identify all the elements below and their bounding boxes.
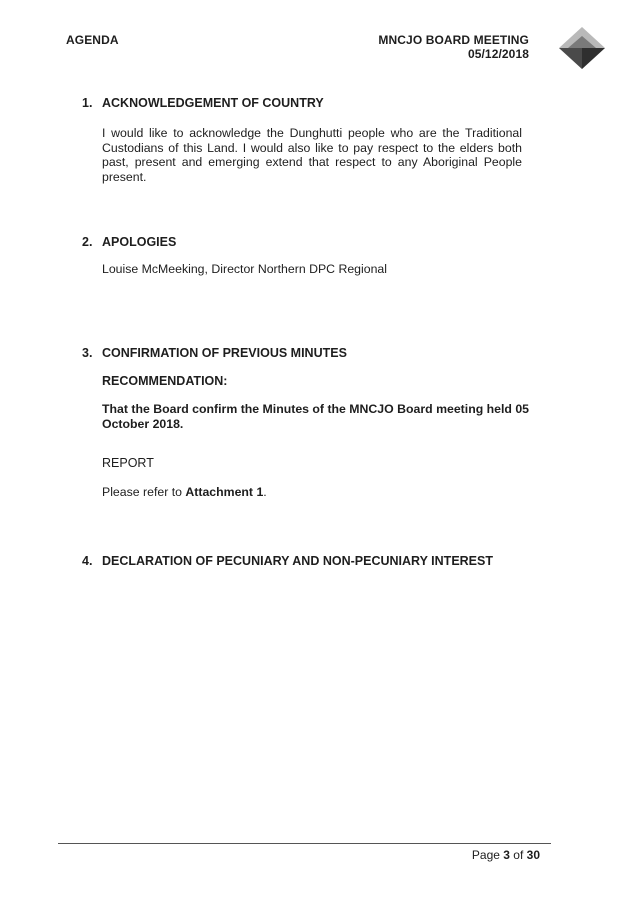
section-title: DECLARATION OF PECUNIARY AND NON-PECUNIARY INTEREST (102, 554, 493, 568)
acknowledgement-paragraph: I would like to acknowledge the Dunghutti people who are the Traditional Custodians of this Land. I would also like to pay respect to the elders both past, present and emerging extend that respect to any Aboriginal People present. (102, 126, 522, 184)
section-number: 3. (82, 346, 93, 360)
section-2-heading (82, 235, 176, 249)
section-number: 2. (82, 235, 93, 249)
meeting-title: MNCJO BOARD MEETING (378, 33, 529, 47)
attachment-reference: Attachment 1 (185, 485, 264, 499)
meeting-date: 05/12/2018 (467, 47, 529, 61)
section-title: ACKNOWLEDGEMENT OF COUNTRY (102, 96, 324, 110)
recommendation-label: RECOMMENDATION: (102, 374, 228, 388)
page-current: 3 (503, 848, 510, 862)
page-prefix: Page (471, 848, 504, 862)
section-title: APOLOGIES (102, 235, 177, 249)
footer-divider (58, 843, 551, 844)
section-3-heading (82, 346, 347, 360)
report-label: REPORT (102, 456, 154, 470)
recommendation-text: That the Board confirm the Minutes of the MNCJO Board meeting held 05 October 2018. (102, 402, 530, 431)
report-suffix: . (263, 485, 267, 499)
mncjo-logo-icon (559, 27, 605, 69)
apologies-text: Louise McMeeking, Director Northern DPC Regional (102, 262, 387, 276)
page-number (472, 848, 540, 862)
report-prefix: Please refer to (102, 485, 186, 499)
page-total: 30 (526, 848, 540, 862)
section-title: CONFIRMATION OF PREVIOUS MINUTES (102, 346, 347, 360)
document-section-label: AGENDA (66, 33, 119, 47)
section-1-heading (82, 96, 324, 110)
section-number: 1. (82, 96, 93, 110)
section-4-heading (82, 554, 493, 568)
report-text (102, 485, 522, 500)
page-of: of (509, 848, 527, 862)
section-number: 4. (82, 554, 93, 568)
